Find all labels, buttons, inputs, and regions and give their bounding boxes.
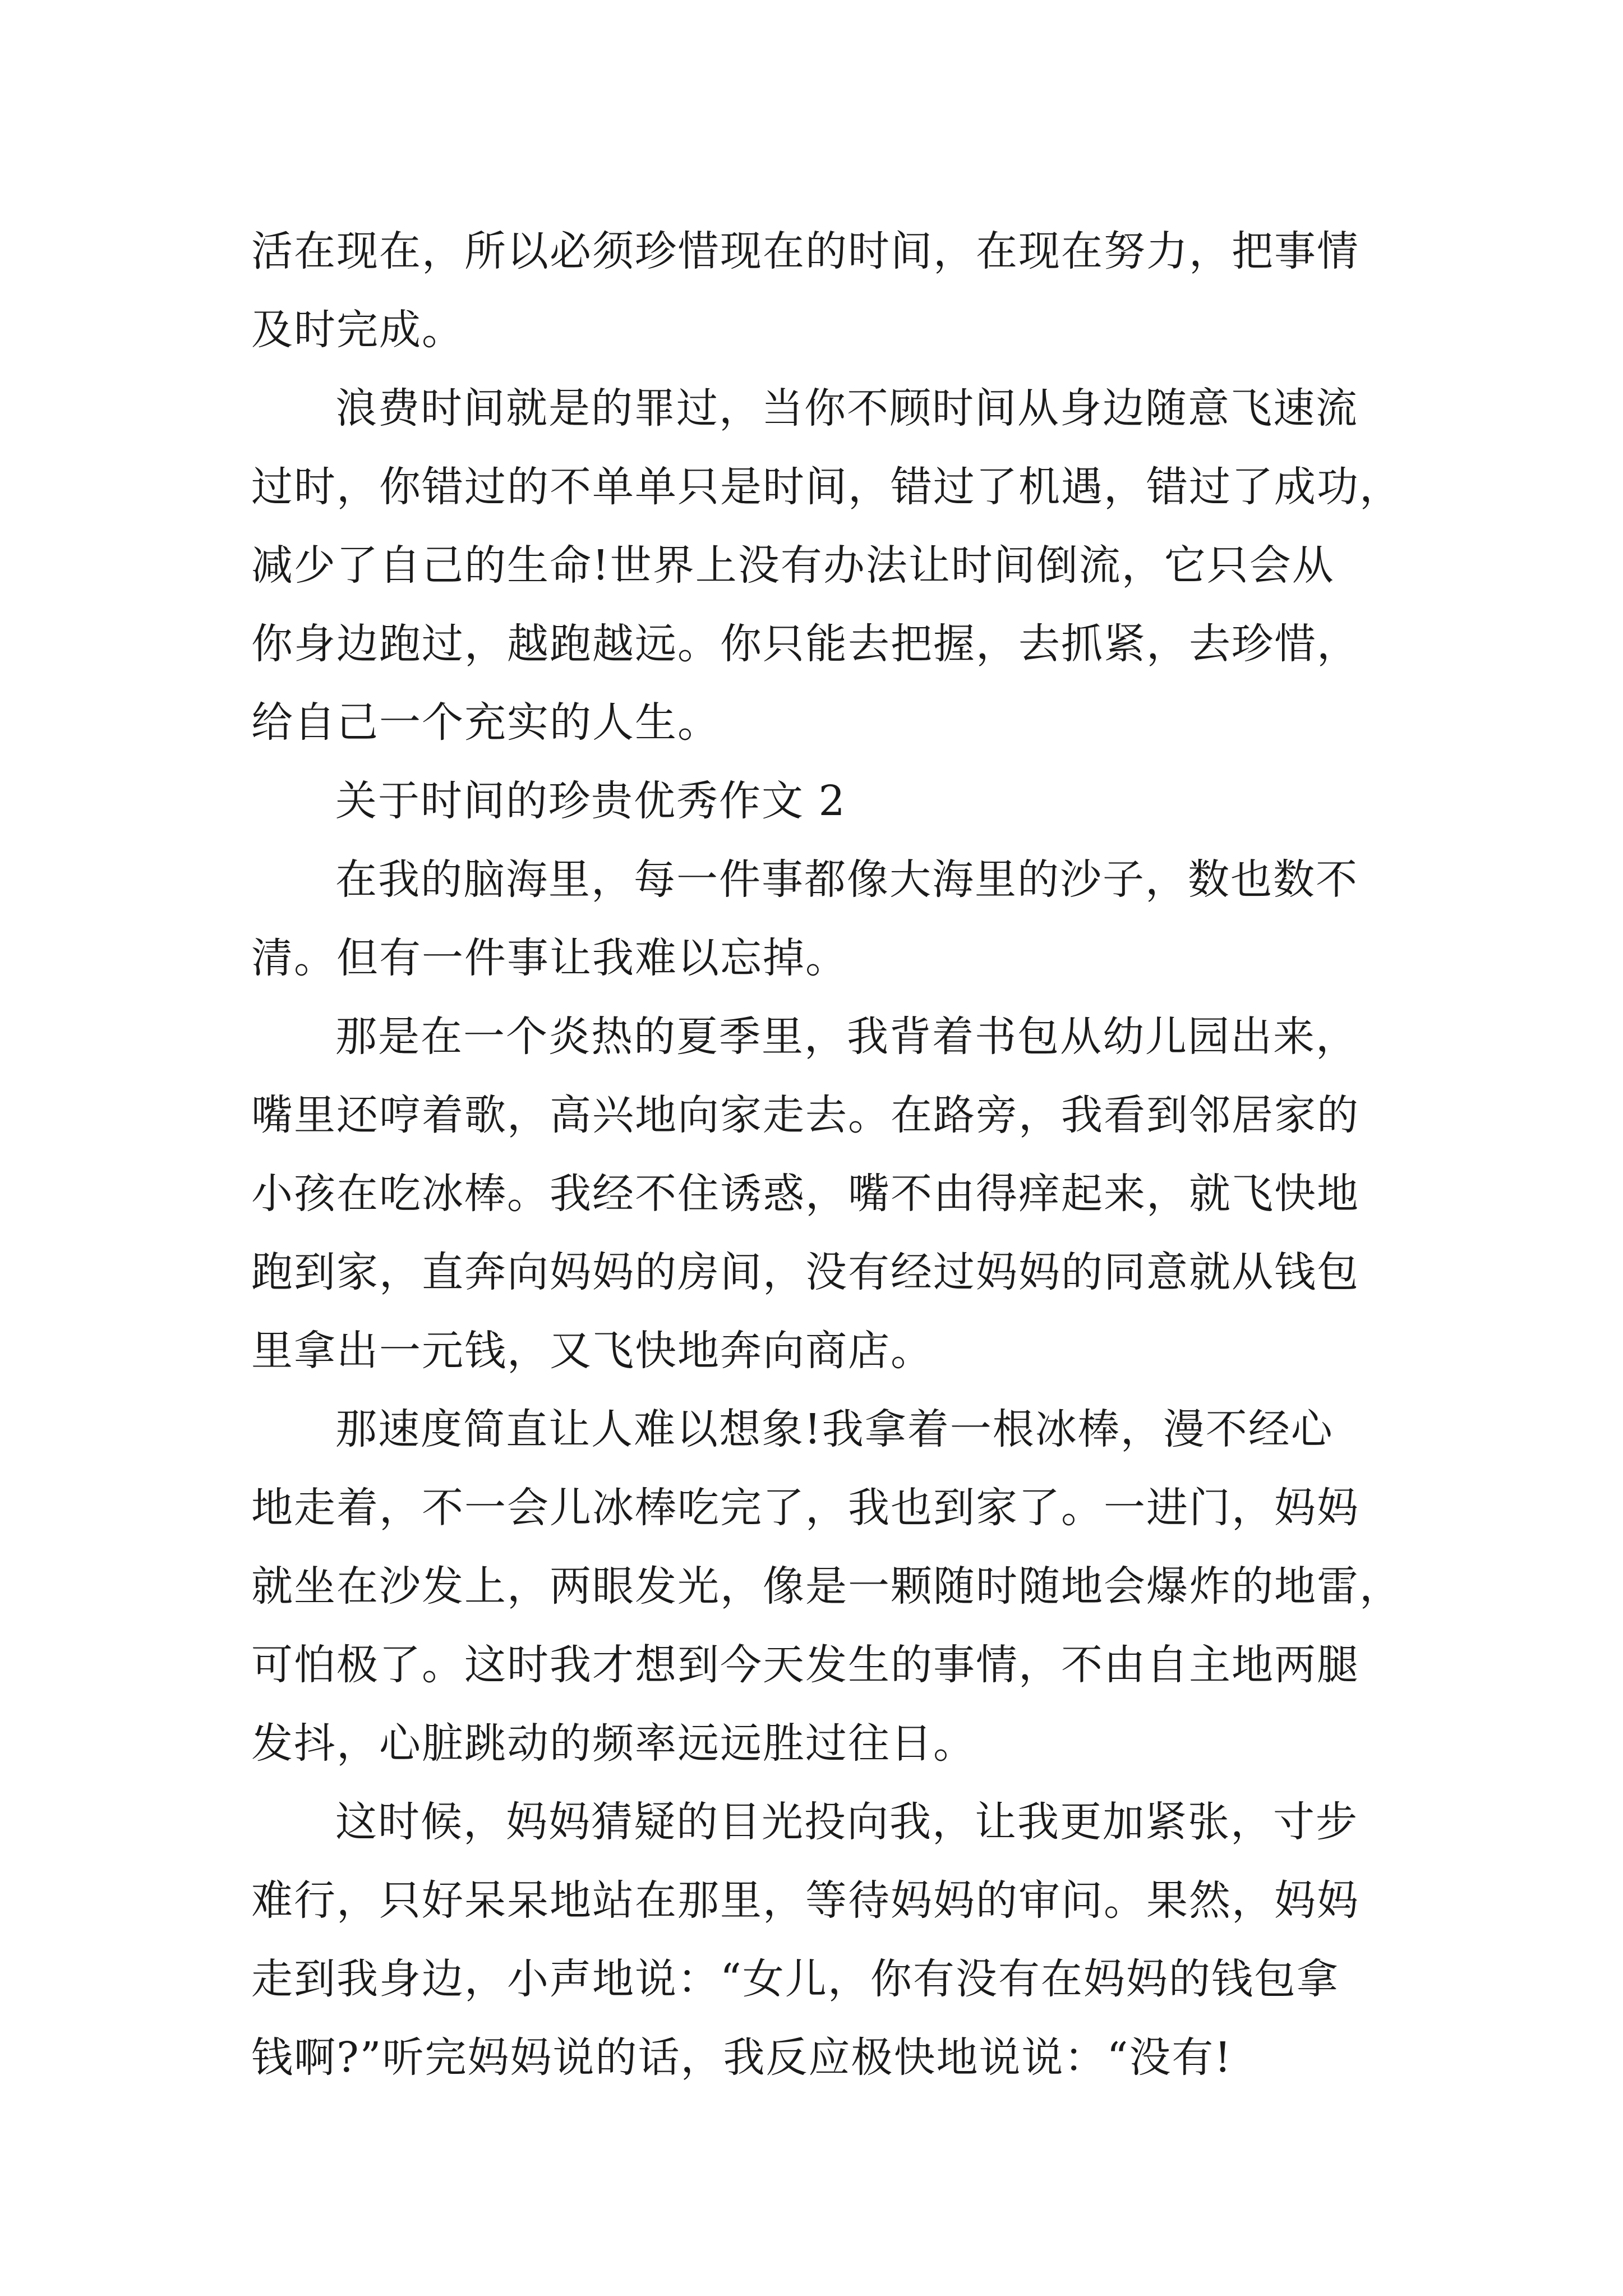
text-line: 里拿出一元钱，又飞快地奔向商店。	[251, 1327, 933, 1375]
text-line: 小孩在吃冰棒。我经不住诱惑，嘴不由得痒起来，就飞快地	[251, 1170, 1359, 1218]
text-line: 给自己一个充实的人生。	[251, 698, 720, 747]
text-line: 你身边跑过，越跑越远。你只能去把握，去抓紧，去珍惜，	[251, 620, 1359, 668]
text-line: 及时完成。	[251, 306, 464, 354]
paragraph-start-line: 浪费时间就是的罪过，当你不顾时间从身边随意飞速流	[335, 384, 1358, 432]
text-line: 活在现在，所以必须珍惜现在的时间，在现在努力，把事情	[251, 227, 1359, 275]
text-line: 难行，只好呆呆地站在那里，等待妈妈的审问。果然，妈妈	[251, 1876, 1359, 1925]
text-line: 跑到家，直奔向妈妈的房间，没有经过妈妈的同意就从钱包	[251, 1248, 1359, 1296]
paragraph-start-line: 在我的脑海里，每一件事都像大海里的沙子，数也数不	[335, 855, 1358, 904]
text-line: 可怕极了。这时我才想到今天发生的事情，不由自主地两腿	[251, 1641, 1359, 1689]
paragraph-start-line: 这时候，妈妈猜疑的目光投向我，让我更加紧张，寸步	[335, 1798, 1358, 1846]
paragraph-start-line: 那是在一个炎热的夏季里，我背着书包从幼儿园出来，	[335, 1013, 1358, 1061]
paragraph-start-line: 那速度简直让人难以想象!我拿着一根冰棒，漫不经心	[335, 1405, 1334, 1453]
text-line: 地走着，不一会儿冰棒吃完了，我也到家了。一进门，妈妈	[251, 1484, 1359, 1532]
text-line: 就坐在沙发上，两眼发光，像是一颗随时随地会爆炸的地雷，	[251, 1562, 1402, 1611]
text-line: 过时，你错过的不单单只是时间，错过了机遇，错过了成功，	[251, 463, 1402, 511]
text-line: 减少了自己的生命!世界上没有办法让时间倒流，它只会从	[251, 541, 1335, 590]
text-line: 钱啊?”听完妈妈说的话，我反应极快地说说：“没有!	[251, 2033, 1233, 2082]
text-line: 发抖，心脏跳动的频率远远胜过往日。	[251, 1719, 976, 1768]
section-heading: 关于时间的珍贵优秀作文 2	[335, 777, 846, 825]
text-line: 嘴里还哼着歌，高兴地向家走去。在路旁，我看到邻居家的	[251, 1091, 1359, 1139]
document-body	[251, 212, 1402, 2097]
text-line: 走到我身边，小声地说：“女儿，你有没有在妈妈的钱包拿	[251, 1955, 1339, 2003]
text-line: 清。但有一件事让我难以忘掉。	[251, 934, 848, 982]
